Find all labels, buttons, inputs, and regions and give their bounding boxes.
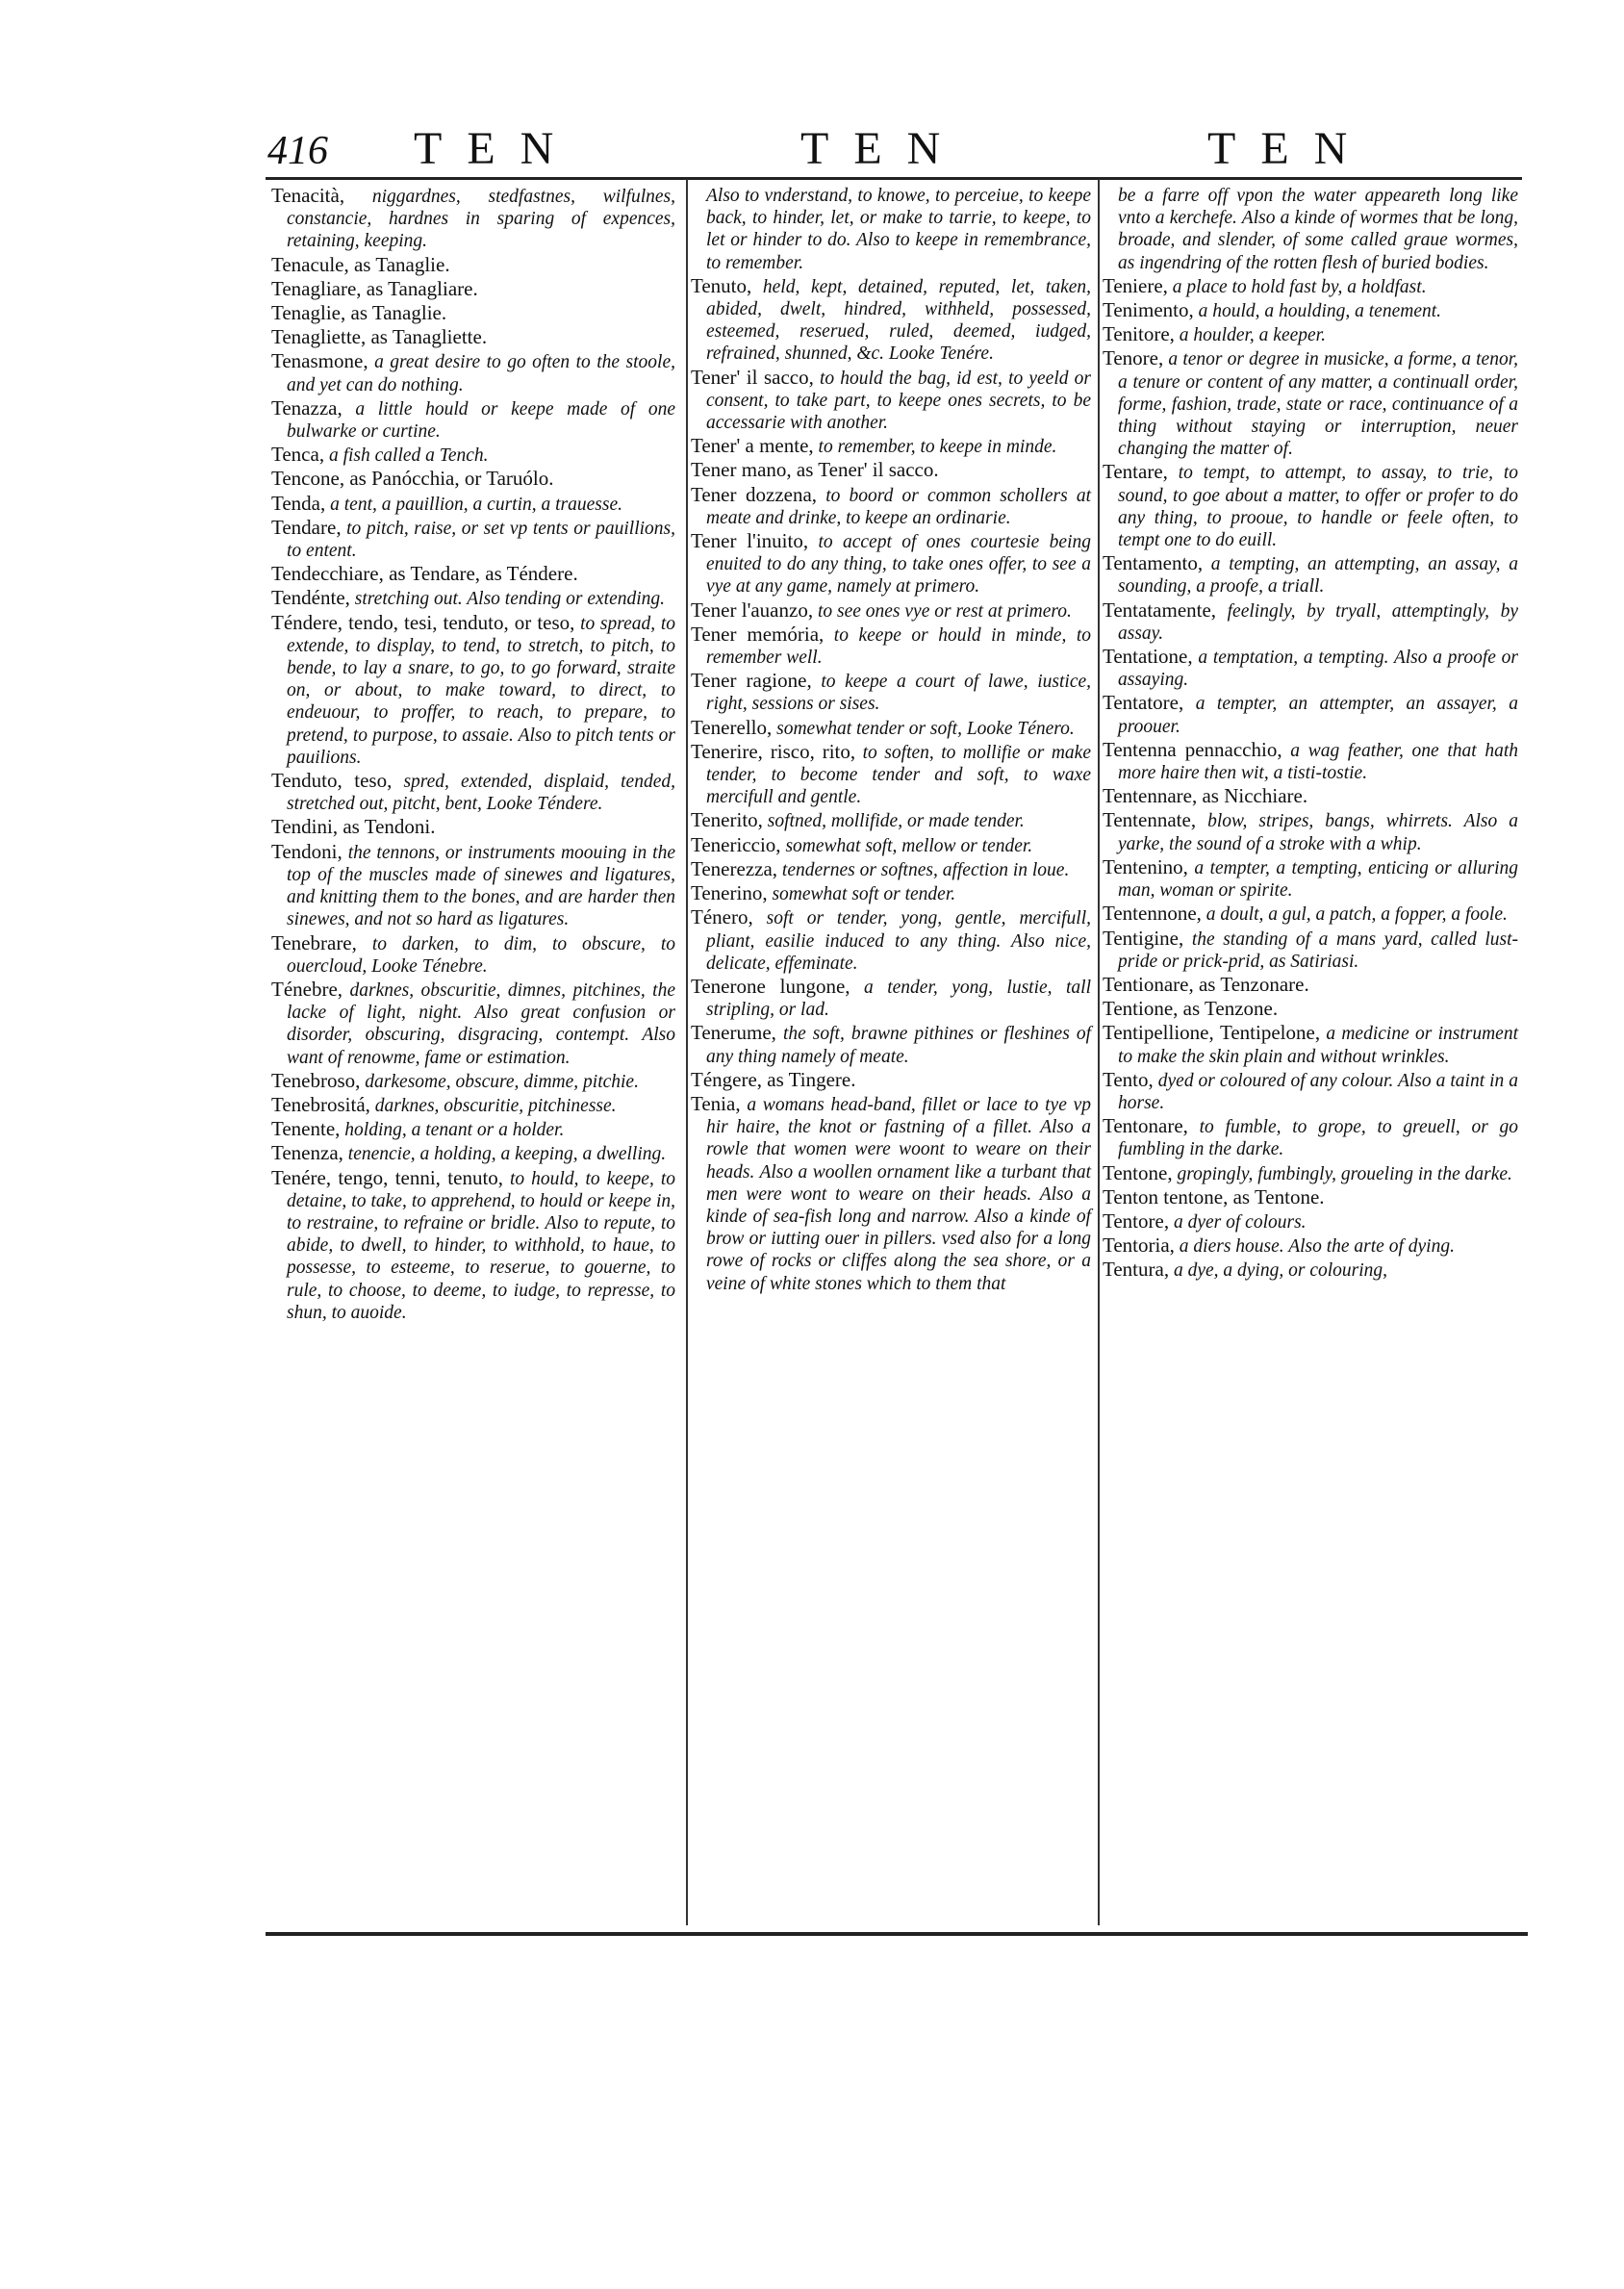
entry-headword: Tentore, <box>1103 1208 1170 1233</box>
entry-headword: Tentione, as Tenzone. <box>1103 997 1279 1021</box>
dictionary-entry <box>691 741 1091 809</box>
entry-definition: a diers house. Also the arte of dying. <box>1179 1236 1455 1258</box>
entry-headword: Tenuto, <box>691 273 752 297</box>
dictionary-entry <box>271 1142 675 1165</box>
entry-headword: Tentennate, <box>1103 808 1197 832</box>
entry-definition: a tent, a pauillion, a curtin, a trauesse. <box>330 494 622 515</box>
entry-headword: Tendare, <box>271 515 342 539</box>
entry-headword: Tenerume, <box>691 1021 776 1045</box>
entry-definition: a tender, yong, lustie, tall stripling, or lad. <box>706 977 1092 1021</box>
entry-definition: to fumble, to grope, to greuell, or go fumbling in the darke. <box>1118 1117 1519 1160</box>
entry-headword: Tentipellione, Tentipelone, <box>1103 1021 1321 1045</box>
dictionary-entry <box>691 275 1091 366</box>
entry-headword: Tentare, <box>1103 460 1168 484</box>
entry-headword: Tenerello, <box>691 715 773 739</box>
dictionary-entry <box>271 816 675 839</box>
entry-headword: Tener' il sacco, <box>691 365 814 389</box>
dictionary-entry <box>271 254 675 277</box>
entry-definition: to boord or common schollers at meate and drinke, to keepe an ordinarie. <box>706 485 1091 528</box>
entry-definition: the standing of a mans yard, called lust-pride or prick-prid, as Satiriasi. <box>1118 928 1519 972</box>
entry-definition: tendernes or softnes, affection in loue. <box>781 859 1070 880</box>
dictionary-entry <box>691 459 1091 482</box>
dictionary-entry <box>1103 1069 1518 1114</box>
dictionary-entry <box>1103 1186 1518 1209</box>
entry-headword: Tenenza, <box>271 1141 343 1165</box>
dictionary-entry <box>691 670 1091 715</box>
entry-definition: be a farre off vpon the water appeareth long like vnto a kerchefe. Also a kinde of wormes that be long, broade, and slender, of some called graue wormes, as ingendring of the rotten flesh of buried bodies. <box>1118 186 1518 273</box>
dictionary-entry <box>271 326 675 349</box>
entry-definition: a houlder, a keeper. <box>1179 325 1326 346</box>
entry-headword: Tenaglie, as Tanaglie. <box>271 301 447 325</box>
entry-headword: Tenitore, <box>1103 322 1175 346</box>
dictionary-entry <box>271 493 675 516</box>
dictionary-entry <box>271 350 675 395</box>
column-divider <box>686 179 688 1925</box>
dictionary-entry <box>271 1118 675 1141</box>
entry-headword: Teniere, <box>1103 273 1168 297</box>
entry-definition: a dye, a dying, or colouring, <box>1173 1260 1388 1282</box>
running-head-right: TEN <box>1207 123 1373 174</box>
entry-definition: to hould, to keepe, to detaine, to take, to apprehend, to hould or keepe in, to restraine, to refraine or bridle. Also to repute, to abide, to dwell, to hinder, to withhold, to haue, to possesse, to esteeme, to reserue, to gouerne, to rule, to choose, to deeme, to iudge, to represse, to shun, to auoide. <box>287 1168 675 1323</box>
entry-headword: Tener l'auanzo, <box>691 598 814 622</box>
entry-headword: Tenia, <box>691 1091 741 1115</box>
running-head-left: TEN <box>414 123 579 174</box>
entry-headword: Téngere, as Tingere. <box>691 1067 856 1091</box>
entry-definition: a great desire to go often to the stoole, and yet can do nothing. <box>287 352 675 395</box>
dictionary-entry <box>691 599 1091 623</box>
dictionary-column-2 <box>691 185 1091 1296</box>
dictionary-entry <box>1103 323 1518 346</box>
entry-definition: the tennons, or instruments moouing in the top of the muscles made of sinewes and ligatures, and knitting them to the bones, and are harder then sinewes, and not so hard as ligatures. <box>287 842 676 930</box>
entry-definition: to see ones vye or rest at primero. <box>817 600 1072 622</box>
entry-headword: Tencone, as Panócchia, or Taruólo. <box>271 467 554 491</box>
entry-headword: Tenton tentone, as Tentone. <box>1103 1184 1325 1208</box>
dictionary-entry <box>691 1093 1091 1295</box>
entry-headword: Tendecchiare, as Tendare, as Téndere. <box>271 562 578 586</box>
dictionary-entry <box>1103 552 1518 598</box>
entry-headword: Tentenna pennacchio, <box>1103 737 1282 761</box>
dictionary-entry <box>691 906 1091 975</box>
dictionary-entry <box>271 185 675 253</box>
entry-headword: Tenebroso, <box>271 1068 361 1092</box>
entry-definition: the soft, brawne pithines or fleshines of any thing namely of meate. <box>706 1024 1091 1067</box>
entry-headword: Tenazza, <box>271 395 343 420</box>
entry-definition: stretching out. Also tending or extending. <box>354 589 666 610</box>
entry-definition: somewhat soft or tender. <box>772 884 956 905</box>
dictionary-entry <box>271 397 675 443</box>
entry-headword: Tenerito, <box>691 808 763 832</box>
entry-definition: a dyer of colours. <box>1173 1211 1307 1233</box>
dictionary-entry <box>691 435 1091 458</box>
entry-definition: holding, a tenant or a holder. <box>344 1120 565 1141</box>
entry-definition: to remember, to keepe in minde. <box>818 437 1057 458</box>
entry-headword: Tentura, <box>1103 1258 1170 1282</box>
dictionary-entry <box>1103 1259 1518 1282</box>
entry-headword: Tenagliette, as Tanagliette. <box>271 325 488 349</box>
entry-headword: Tentennare, as Nicchiare. <box>1103 784 1308 808</box>
dictionary-entry <box>271 770 675 815</box>
entry-definition: to tempt, to attempt, to assay, to trie, to sound, to goe about a matter, to offer or profer to do any thing, to prooue, to handle or feele often, to tempt one to do euill. <box>1118 463 1518 551</box>
dictionary-entry <box>691 1069 1091 1092</box>
dictionary-entry <box>1103 785 1518 808</box>
entry-headword: Tenduto, teso, <box>271 769 393 793</box>
entry-definition: to keepe or hould in minde, to remember well. <box>706 624 1092 669</box>
dictionary-entry <box>1103 347 1518 460</box>
entry-definition: dyed or coloured of any colour. Also a taint in a horse. <box>1118 1070 1518 1113</box>
dictionary-entry <box>691 1022 1091 1067</box>
dictionary-entry <box>1103 1210 1518 1234</box>
entry-headword: Tentatore, <box>1103 691 1184 715</box>
dictionary-entry <box>271 1094 675 1117</box>
entry-headword: Ténebre, <box>271 977 343 1001</box>
entry-definition: a hould, a houlding, a tenement. <box>1198 301 1442 322</box>
entry-definition: to accept of ones courtesie being enuited to do any thing, to take ones offer, to see a vye at any game, namely at primero. <box>706 532 1092 598</box>
dictionary-entry <box>271 612 675 769</box>
running-head-center: TEN <box>800 123 966 174</box>
entry-definition: Also to vnderstand, to knowe, to perceiue, to keepe back, to hinder, let, or make to tarrie, to keepe, to let or hinder to do. Also to keepe in remembrance, to remember. <box>706 186 1091 273</box>
dictionary-entry <box>1103 998 1518 1021</box>
dictionary-entry <box>1103 692 1518 737</box>
dictionary-entry <box>691 809 1091 832</box>
entry-headword: Tentatione, <box>1103 645 1193 669</box>
dictionary-entry <box>271 302 675 325</box>
dictionary-entry <box>1103 856 1518 902</box>
entry-definition: to hould the bag, id est, to yeeld or consent, to take part, to keepe ones secrets, to be accessarie with another. <box>706 368 1091 434</box>
dictionary-entry <box>691 185 1091 274</box>
entry-headword: Tenerezza, <box>691 856 778 880</box>
entry-definition: a tenor or degree in musicke, a forme, a tenor, a tenure or content of any matter, a continuall order, forme, fashion, trade, state or race, continuance of a thing without staying or interruption, neuer changing the matter of. <box>1118 349 1519 460</box>
entry-headword: Tendénte, <box>271 586 350 610</box>
entry-definition: held, kept, detained, reputed, let, taken, abided, dwelt, hindred, withheld, possessed, esteemed, reserued, ruled, deemed, iudged, refrained, shunned, &c. Looke Tenére. <box>706 276 1091 365</box>
dictionary-entry <box>691 834 1091 857</box>
dictionary-entry <box>1103 809 1518 854</box>
dictionary-entry <box>1103 1162 1518 1185</box>
entry-definition: darknes, obscuritie, pitchinesse. <box>374 1095 617 1116</box>
entry-headword: Tendini, as Tendoni. <box>271 815 436 839</box>
entry-headword: Tenagliare, as Tanagliare. <box>271 276 478 300</box>
entry-headword: Tener dozzena, <box>691 482 818 506</box>
entry-definition: darkesome, obscure, dimme, pitchie. <box>365 1071 639 1092</box>
entry-headword: Tenimento, <box>1103 298 1194 322</box>
dictionary-entry <box>271 1070 675 1093</box>
entry-definition: blow, stripes, bangs, whirrets. Also a yarke, the sound of a stroke with a whip. <box>1118 811 1518 854</box>
dictionary-entry <box>691 367 1091 435</box>
entry-definition: somewhat soft, mellow or tender. <box>785 835 1033 856</box>
entry-definition: somewhat tender or soft, Looke Ténero. <box>776 718 1075 739</box>
entry-headword: Tenericcio, <box>691 832 781 856</box>
entry-definition: a doult, a gul, a patch, a fopper, a foole. <box>1205 904 1508 926</box>
entry-headword: Tento, <box>1103 1067 1154 1091</box>
dictionary-entry <box>1103 1022 1518 1067</box>
column-divider <box>1098 179 1100 1925</box>
entry-headword: Tenente, <box>271 1117 341 1141</box>
dictionary-entry <box>1103 185 1518 274</box>
entry-definition: a tempter, a tempting, enticing or alluring man, woman or spirite. <box>1118 857 1519 902</box>
dictionary-entry <box>271 563 675 586</box>
dictionary-entry <box>691 976 1091 1021</box>
entry-headword: Ténero, <box>691 905 753 929</box>
entry-headword: Tentamento, <box>1103 551 1204 575</box>
dictionary-entry <box>271 1167 675 1324</box>
entry-definition: a temptation, a tempting. Also a proofe or assaying. <box>1118 648 1519 691</box>
entry-definition: spred, extended, displaid, tended, stretched out, pitcht, bent, Looke Téndere. <box>287 772 675 815</box>
entry-definition: a wag feather, one that hath more haire then wit, a tisti-tostie. <box>1118 740 1518 784</box>
dictionary-entry <box>691 858 1091 881</box>
dictionary-entry <box>1103 599 1518 645</box>
dictionary-entry <box>1103 299 1518 322</box>
dictionary-entry <box>271 444 675 467</box>
dictionary-column-3 <box>1103 185 1518 1284</box>
entry-headword: Tendoni, <box>271 839 343 863</box>
entry-headword: Tentennone, <box>1103 902 1202 926</box>
entry-headword: Tentigine, <box>1103 926 1184 950</box>
page-number: 416 <box>267 129 328 173</box>
dictionary-entry <box>691 717 1091 740</box>
dictionary-entry <box>1103 974 1518 997</box>
entry-headword: Tener mano, as Tener' il sacco. <box>691 458 939 482</box>
entry-headword: Tentone, <box>1103 1160 1173 1184</box>
dictionary-entry <box>691 882 1091 905</box>
entry-definition: niggardnes, stedfastnes, wilfulnes, constancie, hardnes in sparing of expences, retaining, keeping. <box>287 187 676 252</box>
entry-headword: Tentenino, <box>1103 854 1188 878</box>
entry-headword: Tener l'inuito, <box>691 529 809 553</box>
entry-definition: darknes, obscuritie, dimnes, pitchines, the lacke of light, night. Also great confusion or disorder, obscuring, disgracing, contempt. Also want of renowme, fame or estimation. <box>287 979 675 1068</box>
entry-headword: Tener' a mente, <box>691 434 814 458</box>
entry-headword: Téndere, tendo, tesi, tenduto, or teso, <box>271 610 575 634</box>
dictionary-entry <box>271 979 675 1069</box>
entry-definition: a womans head-band, fillet or lace to tye vp hir haire, the knot or fastning of a fillet. Also a rowle that women were woont to weare on their heads. Also a woollen ornament like a turbant that men were wont to weare on their heads. Also a kinde of sea-fish long and narrow. Also a kinde of brow or iutting ouer in pillers. vsed also for a long rowe of rocks or cliffes along the sea shore, or a veine of white stones which to them that <box>706 1094 1092 1294</box>
entry-definition: to pitch, raise, or set vp tents or pauillions, to entent. <box>287 518 675 562</box>
entry-headword: Tenacule, as Tanaglie. <box>271 252 450 276</box>
entry-definition: a tempter, an attempter, an assayer, a proouer. <box>1118 694 1518 737</box>
dictionary-entry <box>271 932 675 978</box>
dictionary-entry <box>691 530 1091 598</box>
header-rule <box>266 177 1522 180</box>
entry-definition: a place to hold fast by, a holdfast. <box>1172 276 1427 297</box>
entry-headword: Tentionare, as Tenzonare. <box>1103 972 1309 996</box>
entry-headword: Tenerino, <box>691 881 768 905</box>
entry-definition: softned, mollifide, or made tender. <box>767 811 1025 832</box>
entry-headword: Tener memória, <box>691 622 825 646</box>
entry-definition: to darken, to dim, to obscure, to ouercloud, Looke Ténebre. <box>287 933 675 977</box>
dictionary-entry <box>1103 739 1518 784</box>
dictionary-entry <box>691 484 1091 529</box>
entry-definition: gropingly, fumbingly, groueling in the darke. <box>1177 1163 1512 1184</box>
entry-headword: Tenére, tengo, tenni, tenuto, <box>271 1165 504 1189</box>
dictionary-column-1 <box>271 185 675 1325</box>
entry-definition: a tempting, an attempting, an assay, a sounding, a proofe, a triall. <box>1118 554 1519 598</box>
entry-headword: Tenca, <box>271 443 325 467</box>
dictionary-entry <box>271 587 675 610</box>
entry-definition: tenencie, a holding, a keeping, a dwelling. <box>347 1144 667 1165</box>
entry-definition: a fish called a Tench. <box>328 445 489 467</box>
entry-headword: Tenerone lungone, <box>691 974 850 998</box>
entry-definition: a little hould or keepe made of one bulwarke or curtine. <box>287 398 675 443</box>
entry-headword: Tenerire, risco, rito, <box>691 739 856 763</box>
dictionary-entry <box>1103 275 1518 298</box>
dictionary-entry <box>271 841 675 931</box>
dictionary-entry <box>1103 928 1518 973</box>
dictionary-entry <box>1103 646 1518 691</box>
entry-headword: Tenebrositá, <box>271 1092 370 1116</box>
footer-rule <box>266 1932 1528 1936</box>
dictionary-entry <box>691 623 1091 669</box>
dictionary-entry <box>271 468 675 491</box>
entry-headword: Tener ragione, <box>691 669 812 693</box>
dictionary-entry <box>271 517 675 562</box>
dictionary-entry <box>1103 1115 1518 1160</box>
entry-headword: Tentonare, <box>1103 1114 1188 1138</box>
entry-definition: to keepe a court of lawe, iustice, right, sessions or sises. <box>706 672 1092 715</box>
entry-definition: to spread, to extende, to display, to tend, to stretch, to pitch, to bende, to lay a snare, to go, to go forward, straite on, or about, to make toward, to direct, to endeuour, to proffer, to reach, to prepare, to pretend, to purpose, to assaie. Also to pitch tents or pauilions. <box>287 613 675 768</box>
entry-headword: Tenore, <box>1103 346 1164 370</box>
dictionary-entry <box>1103 461 1518 551</box>
dictionary-entry <box>271 278 675 301</box>
entry-definition: feelingly, by tryall, attemptingly, by assay. <box>1118 600 1518 644</box>
dictionary-entry <box>1103 903 1518 926</box>
entry-headword: Tenebrare, <box>271 930 357 954</box>
entry-definition: to soften, to mollifie or make tender, to become tender and soft, to waxe mercifull and gentle. <box>706 742 1091 808</box>
entry-headword: Tentoria, <box>1103 1234 1175 1258</box>
entry-headword: Tenda, <box>271 491 326 515</box>
dictionary-entry <box>1103 1234 1518 1258</box>
entry-definition: soft or tender, yong, gentle, mercifull, pliant, easilie induced to any thing. Also nice, delicate, effeminate. <box>706 908 1092 974</box>
entry-headword: Tentatamente, <box>1103 598 1217 622</box>
entry-headword: Tenasmone, <box>271 349 368 373</box>
entry-definition: a medicine or instrument to make the skin plain and without wrinkles. <box>1118 1024 1519 1067</box>
entry-headword: Tenacità, <box>271 184 345 207</box>
